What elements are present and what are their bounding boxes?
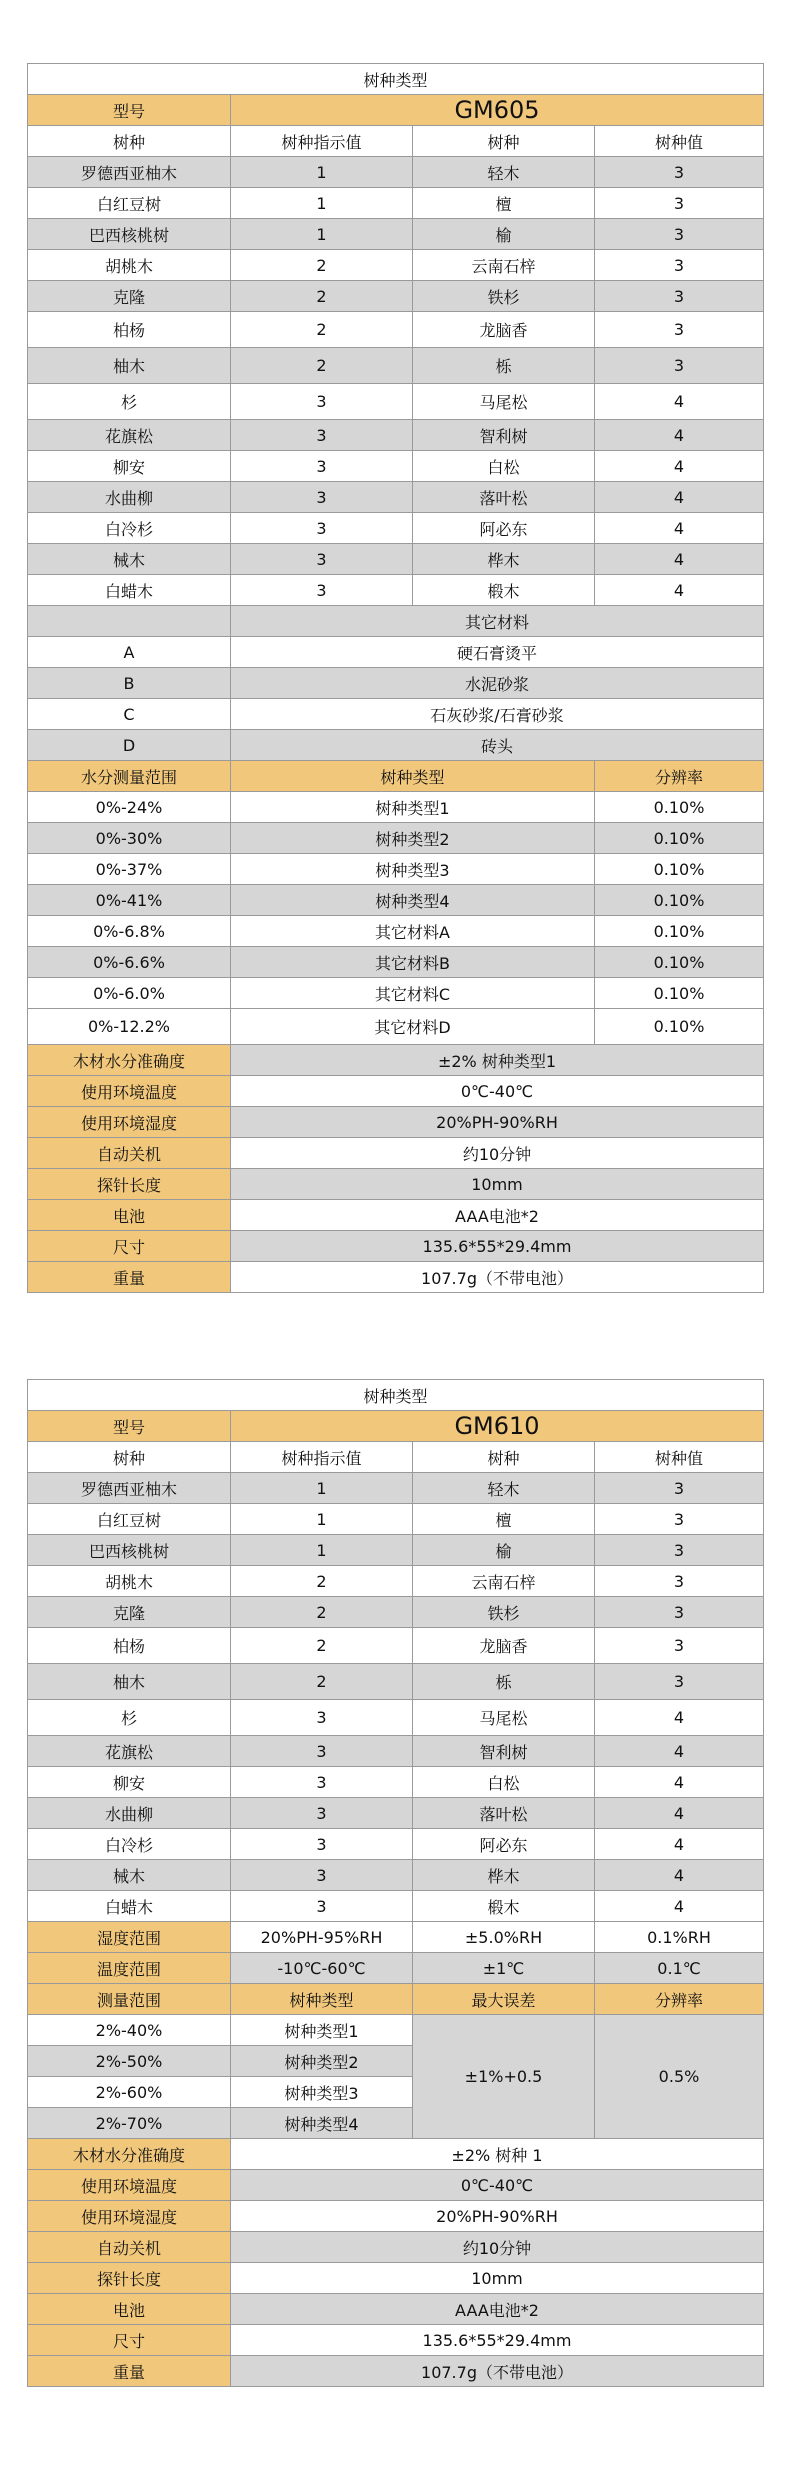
species-value: 4 bbox=[595, 1891, 764, 1922]
species-value: 3 bbox=[595, 219, 764, 250]
spec-row bbox=[28, 2325, 764, 2356]
spec-row bbox=[28, 1231, 764, 1262]
species-name: 柳安 bbox=[28, 1767, 231, 1798]
range-resolution: 0.10% bbox=[595, 947, 764, 978]
species-value: 4 bbox=[595, 482, 764, 513]
range-value: 2%-50% bbox=[28, 2046, 231, 2077]
other-material-row bbox=[28, 668, 764, 699]
spec-value: 0℃-40℃ bbox=[231, 2170, 764, 2201]
spec-label: 自动关机 bbox=[28, 1138, 231, 1169]
spec-row bbox=[28, 2263, 764, 2294]
species-name: 檀 bbox=[413, 188, 595, 219]
spec-value: 135.6*55*29.4mm bbox=[231, 1231, 764, 1262]
species-value: 4 bbox=[595, 420, 764, 451]
species-name: 榆 bbox=[413, 219, 595, 250]
species-row bbox=[28, 451, 764, 482]
species-name: 克隆 bbox=[28, 281, 231, 312]
range-value: 0%-12.2% bbox=[28, 1009, 231, 1045]
spec-label: 使用环境温度 bbox=[28, 2170, 231, 2201]
range-header-row bbox=[28, 1984, 764, 2015]
other-material-row bbox=[28, 637, 764, 668]
spec-value: 0℃-40℃ bbox=[231, 1076, 764, 1107]
species-value: 3 bbox=[595, 1504, 764, 1535]
other-material-row bbox=[28, 699, 764, 730]
spec-value: 20%PH-90%RH bbox=[231, 2201, 764, 2232]
species-name: 智利树 bbox=[413, 1736, 595, 1767]
range-value: 2%-70% bbox=[28, 2108, 231, 2139]
range-value: 0%-24% bbox=[28, 792, 231, 823]
species-row bbox=[28, 348, 764, 384]
species-value: 3 bbox=[595, 1535, 764, 1566]
species-index: 2 bbox=[231, 348, 413, 384]
header-cell: 水分测量范围 bbox=[28, 761, 231, 792]
species-value: 3 bbox=[595, 250, 764, 281]
species-name: 水曲柳 bbox=[28, 1798, 231, 1829]
range-row bbox=[28, 854, 764, 885]
species-value: 3 bbox=[595, 348, 764, 384]
range-row bbox=[28, 1009, 764, 1045]
species-index: 1 bbox=[231, 188, 413, 219]
header-cell: 树种 bbox=[413, 1442, 595, 1473]
other-materials-title-row bbox=[28, 606, 764, 637]
gm605-spec-table bbox=[27, 63, 764, 1293]
species-row bbox=[28, 420, 764, 451]
range-type: 树种类型3 bbox=[231, 2077, 413, 2108]
material-code: B bbox=[28, 668, 231, 699]
species-name: 杉 bbox=[28, 1700, 231, 1736]
species-name: 檀 bbox=[413, 1504, 595, 1535]
species-value: 3 bbox=[595, 1473, 764, 1504]
spec-value: AAA电池*2 bbox=[231, 1200, 764, 1231]
species-row bbox=[28, 575, 764, 606]
species-row bbox=[28, 1767, 764, 1798]
species-name: 栎 bbox=[413, 1664, 595, 1700]
range-value: 0%-6.8% bbox=[28, 916, 231, 947]
species-name: 椴木 bbox=[413, 1891, 595, 1922]
species-row bbox=[28, 1535, 764, 1566]
range-type: 其它材料B bbox=[231, 947, 595, 978]
species-name: 栎 bbox=[413, 348, 595, 384]
spec-label: 使用环境温度 bbox=[28, 1076, 231, 1107]
humidity-range-row bbox=[28, 1922, 764, 1953]
spec-value: ±2% 树种 1 bbox=[231, 2139, 764, 2170]
species-row bbox=[28, 188, 764, 219]
species-name: 柳安 bbox=[28, 451, 231, 482]
species-row bbox=[28, 1473, 764, 1504]
temperature-range: -10℃-60℃ bbox=[231, 1953, 413, 1984]
species-index: 3 bbox=[231, 1860, 413, 1891]
species-row bbox=[28, 1736, 764, 1767]
species-value: 3 bbox=[595, 1566, 764, 1597]
range-resolution: 0.10% bbox=[595, 885, 764, 916]
species-value: 3 bbox=[595, 1628, 764, 1664]
species-row bbox=[28, 1566, 764, 1597]
humidity-resolution: 0.1%RH bbox=[595, 1922, 764, 1953]
species-name: 械木 bbox=[28, 544, 231, 575]
species-row bbox=[28, 482, 764, 513]
spec-label: 自动关机 bbox=[28, 2232, 231, 2263]
species-row bbox=[28, 1628, 764, 1664]
species-value: 4 bbox=[595, 544, 764, 575]
range-resolution: 0.10% bbox=[595, 792, 764, 823]
material-name: 砖头 bbox=[231, 730, 764, 761]
species-value: 3 bbox=[595, 281, 764, 312]
spec-value: 107.7g（不带电池） bbox=[231, 1262, 764, 1293]
species-name: 椴木 bbox=[413, 575, 595, 606]
table-title: 树种类型 bbox=[28, 64, 764, 95]
material-name: 石灰砂浆/石膏砂浆 bbox=[231, 699, 764, 730]
spec-value: 约10分钟 bbox=[231, 1138, 764, 1169]
species-name: 白蜡木 bbox=[28, 1891, 231, 1922]
range-type: 其它材料C bbox=[231, 978, 595, 1009]
species-row bbox=[28, 1798, 764, 1829]
header-cell: 分辨率 bbox=[595, 761, 764, 792]
header-cell: 树种 bbox=[413, 126, 595, 157]
species-name: 桦木 bbox=[413, 544, 595, 575]
species-row bbox=[28, 1504, 764, 1535]
species-row bbox=[28, 384, 764, 420]
range-resolution: 0.10% bbox=[595, 916, 764, 947]
species-name: 柏杨 bbox=[28, 312, 231, 348]
spec-row bbox=[28, 1169, 764, 1200]
species-value: 4 bbox=[595, 1798, 764, 1829]
model-value: GM610 bbox=[231, 1411, 764, 1442]
spec-label: 重量 bbox=[28, 1262, 231, 1293]
species-row bbox=[28, 219, 764, 250]
spec-row bbox=[28, 1076, 764, 1107]
species-name: 克隆 bbox=[28, 1597, 231, 1628]
spec-label: 探针长度 bbox=[28, 1169, 231, 1200]
species-name: 云南石梓 bbox=[413, 1566, 595, 1597]
range-type: 树种类型4 bbox=[231, 2108, 413, 2139]
species-index: 3 bbox=[231, 1736, 413, 1767]
material-code: D bbox=[28, 730, 231, 761]
range-type: 树种类型1 bbox=[231, 792, 595, 823]
species-value: 4 bbox=[595, 1860, 764, 1891]
spec-value: 10mm bbox=[231, 1169, 764, 1200]
other-material-row bbox=[28, 730, 764, 761]
range-type: 树种类型2 bbox=[231, 2046, 413, 2077]
spec-label: 木材水分准确度 bbox=[28, 1045, 231, 1076]
species-name: 榆 bbox=[413, 1535, 595, 1566]
species-value: 4 bbox=[595, 1767, 764, 1798]
table-title-row bbox=[28, 64, 764, 95]
model-label: 型号 bbox=[28, 1411, 231, 1442]
model-value: GM605 bbox=[231, 95, 764, 126]
range-value: 0%-6.0% bbox=[28, 978, 231, 1009]
range-resolution: 0.10% bbox=[595, 978, 764, 1009]
species-row bbox=[28, 281, 764, 312]
model-label: 型号 bbox=[28, 95, 231, 126]
range-max-error: ±1%+0.5 bbox=[413, 2015, 595, 2139]
species-index: 2 bbox=[231, 1566, 413, 1597]
species-value: 4 bbox=[595, 1700, 764, 1736]
species-value: 3 bbox=[595, 1597, 764, 1628]
species-index: 3 bbox=[231, 1798, 413, 1829]
species-name: 械木 bbox=[28, 1860, 231, 1891]
species-row bbox=[28, 1860, 764, 1891]
species-row bbox=[28, 1700, 764, 1736]
spec-row bbox=[28, 1107, 764, 1138]
species-index: 2 bbox=[231, 1628, 413, 1664]
spec-label: 电池 bbox=[28, 1200, 231, 1231]
range-resolution: 0.10% bbox=[595, 854, 764, 885]
range-resolution: 0.10% bbox=[595, 1009, 764, 1045]
temperature-error: ±1℃ bbox=[413, 1953, 595, 1984]
species-index: 1 bbox=[231, 1504, 413, 1535]
species-index: 3 bbox=[231, 1700, 413, 1736]
spec-row bbox=[28, 2170, 764, 2201]
species-index: 1 bbox=[231, 1473, 413, 1504]
spec-label: 探针长度 bbox=[28, 2263, 231, 2294]
species-name: 铁杉 bbox=[413, 281, 595, 312]
species-index: 2 bbox=[231, 281, 413, 312]
range-value: 0%-37% bbox=[28, 854, 231, 885]
header-cell: 树种指示值 bbox=[231, 126, 413, 157]
spec-row bbox=[28, 1262, 764, 1293]
spec-label: 尺寸 bbox=[28, 1231, 231, 1262]
species-name: 巴西核桃树 bbox=[28, 1535, 231, 1566]
header-cell: 分辨率 bbox=[595, 1984, 764, 2015]
material-code: A bbox=[28, 637, 231, 668]
spec-label: 湿度范围 bbox=[28, 1922, 231, 1953]
range-row bbox=[28, 947, 764, 978]
species-index: 3 bbox=[231, 513, 413, 544]
spec-value: 约10分钟 bbox=[231, 2232, 764, 2263]
species-name: 云南石梓 bbox=[413, 250, 595, 281]
species-name: 白松 bbox=[413, 451, 595, 482]
species-value: 4 bbox=[595, 384, 764, 420]
range-row bbox=[28, 978, 764, 1009]
header-cell: 树种 bbox=[28, 126, 231, 157]
spec-row bbox=[28, 2294, 764, 2325]
species-name: 智利树 bbox=[413, 420, 595, 451]
range-value: 0%-41% bbox=[28, 885, 231, 916]
header-cell: 树种类型 bbox=[231, 761, 595, 792]
species-index: 3 bbox=[231, 575, 413, 606]
species-name: 阿必东 bbox=[413, 1829, 595, 1860]
material-name: 水泥砂浆 bbox=[231, 668, 764, 699]
species-name: 胡桃木 bbox=[28, 1566, 231, 1597]
species-value: 4 bbox=[595, 1736, 764, 1767]
species-row bbox=[28, 513, 764, 544]
spec-label: 电池 bbox=[28, 2294, 231, 2325]
table-title: 树种类型 bbox=[28, 1380, 764, 1411]
spec-label: 重量 bbox=[28, 2356, 231, 2387]
range-header-row bbox=[28, 761, 764, 792]
range-row bbox=[28, 792, 764, 823]
species-row bbox=[28, 157, 764, 188]
temperature-range-row bbox=[28, 1953, 764, 1984]
species-name: 白蜡木 bbox=[28, 575, 231, 606]
spec-row bbox=[28, 1138, 764, 1169]
species-name: 胡桃木 bbox=[28, 250, 231, 281]
species-index: 3 bbox=[231, 1829, 413, 1860]
species-value: 4 bbox=[595, 1829, 764, 1860]
species-value: 3 bbox=[595, 1664, 764, 1700]
species-name: 马尾松 bbox=[413, 384, 595, 420]
species-row bbox=[28, 1891, 764, 1922]
spec-value: ±2% 树种类型1 bbox=[231, 1045, 764, 1076]
spec-value: AAA电池*2 bbox=[231, 2294, 764, 2325]
species-name: 白红豆树 bbox=[28, 188, 231, 219]
species-index: 1 bbox=[231, 1535, 413, 1566]
species-name: 白冷杉 bbox=[28, 1829, 231, 1860]
species-index: 2 bbox=[231, 250, 413, 281]
species-name: 水曲柳 bbox=[28, 482, 231, 513]
range-resolution: 0.5% bbox=[595, 2015, 764, 2139]
species-index: 3 bbox=[231, 482, 413, 513]
species-index: 3 bbox=[231, 420, 413, 451]
species-value: 4 bbox=[595, 513, 764, 544]
species-name: 龙脑香 bbox=[413, 1628, 595, 1664]
spec-row bbox=[28, 2232, 764, 2263]
range-row bbox=[28, 823, 764, 854]
spec-label: 使用环境湿度 bbox=[28, 1107, 231, 1138]
header-cell: 树种值 bbox=[595, 126, 764, 157]
header-cell: 树种类型 bbox=[231, 1984, 413, 2015]
species-name: 铁杉 bbox=[413, 1597, 595, 1628]
range-value: 0%-6.6% bbox=[28, 947, 231, 978]
species-name: 白红豆树 bbox=[28, 1504, 231, 1535]
species-value: 3 bbox=[595, 157, 764, 188]
spec-row bbox=[28, 2201, 764, 2232]
header-cell: 树种值 bbox=[595, 1442, 764, 1473]
range-value: 2%-40% bbox=[28, 2015, 231, 2046]
species-name: 落叶松 bbox=[413, 482, 595, 513]
spec-value: 20%PH-90%RH bbox=[231, 1107, 764, 1138]
species-name: 白松 bbox=[413, 1767, 595, 1798]
species-name: 柚木 bbox=[28, 1664, 231, 1700]
humidity-range: 20%PH-95%RH bbox=[231, 1922, 413, 1953]
spec-row bbox=[28, 2139, 764, 2170]
species-index: 3 bbox=[231, 1891, 413, 1922]
species-row bbox=[28, 1829, 764, 1860]
species-name: 花旗松 bbox=[28, 420, 231, 451]
range-row bbox=[28, 916, 764, 947]
species-name: 白冷杉 bbox=[28, 513, 231, 544]
species-index: 2 bbox=[231, 1664, 413, 1700]
model-row bbox=[28, 1411, 764, 1442]
blank-cell bbox=[28, 606, 231, 637]
range-type: 树种类型1 bbox=[231, 2015, 413, 2046]
spec-row bbox=[28, 1200, 764, 1231]
species-header-row bbox=[28, 126, 764, 157]
header-cell: 树种 bbox=[28, 1442, 231, 1473]
range-type: 树种类型3 bbox=[231, 854, 595, 885]
spec-row bbox=[28, 2356, 764, 2387]
species-name: 桦木 bbox=[413, 1860, 595, 1891]
range-resolution: 0.10% bbox=[595, 823, 764, 854]
species-index: 2 bbox=[231, 312, 413, 348]
spec-value: 135.6*55*29.4mm bbox=[231, 2325, 764, 2356]
species-index: 2 bbox=[231, 1597, 413, 1628]
range-row bbox=[28, 2015, 764, 2046]
range-type: 其它材料D bbox=[231, 1009, 595, 1045]
spec-label: 木材水分准确度 bbox=[28, 2139, 231, 2170]
spec-label: 温度范围 bbox=[28, 1953, 231, 1984]
header-cell: 最大误差 bbox=[413, 1984, 595, 2015]
species-index: 1 bbox=[231, 219, 413, 250]
species-name: 杉 bbox=[28, 384, 231, 420]
species-name: 柚木 bbox=[28, 348, 231, 384]
species-header-row bbox=[28, 1442, 764, 1473]
species-name: 罗德西亚柚木 bbox=[28, 157, 231, 188]
species-row bbox=[28, 544, 764, 575]
species-name: 轻木 bbox=[413, 1473, 595, 1504]
species-row bbox=[28, 1664, 764, 1700]
species-index: 3 bbox=[231, 451, 413, 482]
material-name: 硬石膏烫平 bbox=[231, 637, 764, 668]
species-name: 轻木 bbox=[413, 157, 595, 188]
species-name: 花旗松 bbox=[28, 1736, 231, 1767]
species-index: 3 bbox=[231, 544, 413, 575]
species-row bbox=[28, 1597, 764, 1628]
table-title-row bbox=[28, 1380, 764, 1411]
temperature-resolution: 0.1℃ bbox=[595, 1953, 764, 1984]
humidity-error: ±5.0%RH bbox=[413, 1922, 595, 1953]
species-name: 马尾松 bbox=[413, 1700, 595, 1736]
species-value: 4 bbox=[595, 451, 764, 482]
species-index: 1 bbox=[231, 157, 413, 188]
species-index: 3 bbox=[231, 1767, 413, 1798]
species-name: 柏杨 bbox=[28, 1628, 231, 1664]
material-code: C bbox=[28, 699, 231, 730]
other-materials-title: 其它材料 bbox=[231, 606, 764, 637]
spec-value: 10mm bbox=[231, 2263, 764, 2294]
model-row bbox=[28, 95, 764, 126]
species-name: 罗德西亚柚木 bbox=[28, 1473, 231, 1504]
species-row bbox=[28, 250, 764, 281]
species-row bbox=[28, 312, 764, 348]
range-value: 2%-60% bbox=[28, 2077, 231, 2108]
header-cell: 测量范围 bbox=[28, 1984, 231, 2015]
species-value: 3 bbox=[595, 312, 764, 348]
header-cell: 树种指示值 bbox=[231, 1442, 413, 1473]
spec-row bbox=[28, 1045, 764, 1076]
species-name: 龙脑香 bbox=[413, 312, 595, 348]
spec-label: 尺寸 bbox=[28, 2325, 231, 2356]
spec-value: 107.7g（不带电池） bbox=[231, 2356, 764, 2387]
species-name: 巴西核桃树 bbox=[28, 219, 231, 250]
range-value: 0%-30% bbox=[28, 823, 231, 854]
species-name: 落叶松 bbox=[413, 1798, 595, 1829]
range-row bbox=[28, 885, 764, 916]
gm610-spec-table bbox=[27, 1379, 764, 2387]
species-value: 4 bbox=[595, 575, 764, 606]
range-type: 其它材料A bbox=[231, 916, 595, 947]
species-value: 3 bbox=[595, 188, 764, 219]
range-type: 树种类型4 bbox=[231, 885, 595, 916]
species-index: 3 bbox=[231, 384, 413, 420]
spec-label: 使用环境湿度 bbox=[28, 2201, 231, 2232]
range-type: 树种类型2 bbox=[231, 823, 595, 854]
species-name: 阿必东 bbox=[413, 513, 595, 544]
